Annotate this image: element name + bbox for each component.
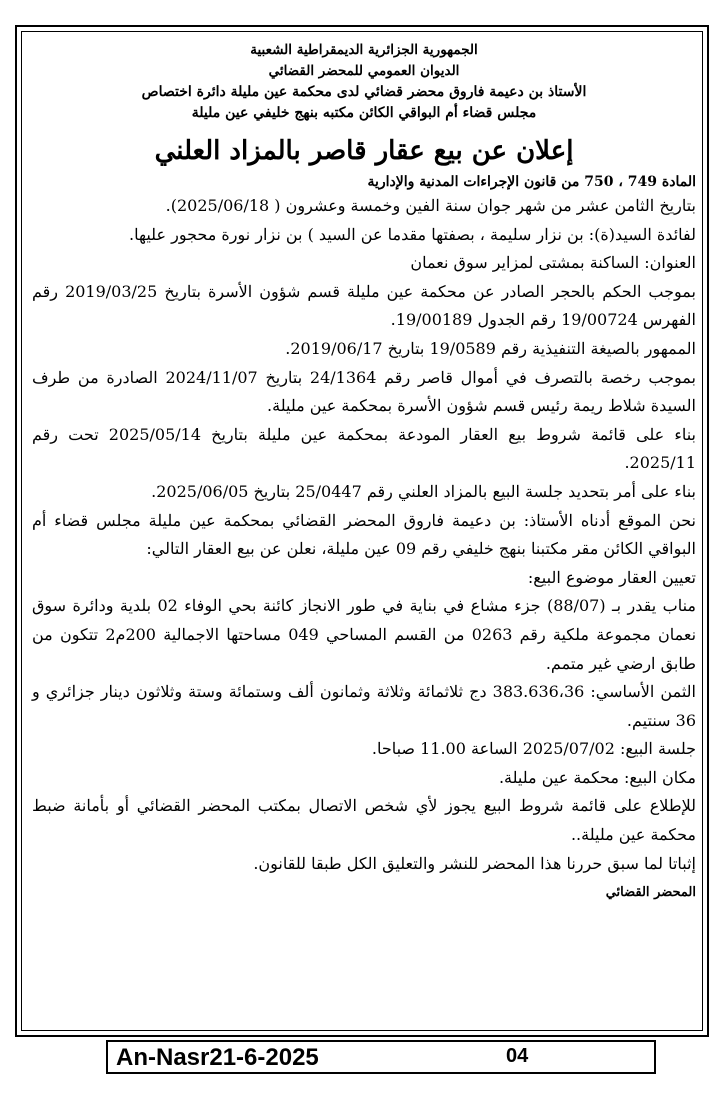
paragraph-order: بناء على أمر بتحديد جلسة البيع بالمزاد العلني رقم 25/0447 بتاريخ 2025/06/05. [151, 481, 696, 501]
announcement-body [32, 192, 696, 878]
paragraph-executory: الممهور بالصيغة التنفيذية رقم 19/0589 بتاريخ 2019/06/17. [285, 338, 696, 358]
announcement [32, 40, 696, 904]
paragraph-contact: للإطلاع على قائمة شروط البيع يجوز لأي شخص الاتصال بمكتب المحضر القضائي أو بأمانة ضبط محكمة عين مليلة.. [32, 796, 696, 845]
page-number: 04 [506, 1045, 529, 1067]
paragraph-permit: بموجب رخصة بالتصرف في أموال قاصر رقم 24/1364 بتاريخ 2024/11/07 الصادرة من طرف السيدة شلاط ريمة رئيس قسم شؤون الأسرة بمحكمة عين مليلة. [32, 367, 696, 416]
paragraph-date: بتاريخ الثامن عشر من شهر جوان سنة الفين وخمسة وعشرون ( 2025/06/18). [165, 196, 696, 215]
paragraph-address: العنوان: الساكنة بمشتى لمزاير سوق نعمان [410, 253, 696, 273]
header-republic: الجمهورية الجزائرية الديمقراطية الشعبية [250, 42, 478, 58]
header-office: الديوان العمومي للمحضر القضائي [268, 63, 460, 79]
footer-source: An-Nasr21-6-2025 [116, 1044, 319, 1071]
signature: المحضر القضائي [605, 885, 696, 901]
header-jurisdiction: مجلس قضاء أم البواقي الكائن مكتبه بنهج خليفي عين مليلة [191, 105, 537, 121]
paragraph-property-heading: تعيين العقار موضوع البيع: [527, 567, 696, 587]
paragraph-place: مكان البيع: محكمة عين مليلة. [498, 767, 696, 787]
paragraph-judgment: بموجب الحكم بالحجر الصادر عن محكمة عين مليلة قسم شؤون الأسرة بتاريخ 2019/03/25 رقم الفهرس 19/00724 رقم الجدول 19/00189. [32, 281, 697, 330]
paragraph-property: مناب يقدر بـ (88/07) جزء مشاع في بناية في طور الانجاز كائنة بحي الوفاء 02 بلدية ودائرة سوق نعمان مجموعة ملكية رقم 0263 من القسم المساحي 049 مساحتها الاجمالية 200م2 تتكون من طابق ارضي غير متمم. [32, 596, 697, 673]
header-bailiff: الأستاذ بن دعيمة فاروق محضر قضائي لدى محكمة عين مليلة دائرة اختصاص [141, 84, 587, 100]
paragraph-session: جلسة البيع: 2025/07/02 الساعة 11.00 صباحا. [371, 739, 696, 759]
paragraph-price: الثمن الأساسي: 383.636،36 دج ثلاثمائة وثلاثة وثمانون ألف وستمائة وستة وثلاثون دينار جزائري و 36 سنتيم. [32, 682, 696, 730]
paragraph-closing: إثباتا لما سبق حررنا هذا المحضر للنشر والتعليق الكل طبقا للقانون. [253, 853, 696, 873]
paragraph-conditions: بناء على قائمة شروط بيع العقار المودعة بمحكمة عين مليلة بتاريخ 2025/05/14 تحت رقم 2025/11. [32, 424, 697, 473]
legal-article: المادة 749 ، 750 من قانون الإجراءات المدنية والإدارية [367, 174, 696, 190]
paragraph-beneficiary: لفائدة السيد(ة): بن نزار سليمة ، بصفتها مقدما عن السيد ) بن نزار نورة محجور عليها. [129, 224, 696, 244]
paragraph-declaration: نحن الموقع أدناه الأستاذ: بن دعيمة فاروق المحضر القضائي بمحكمة عين مليلة مجلس قضاء أم البواقي الكائن مقر مكتبنا بنهج خليفي رقم 09 عين مليلة، نعلن عن بيع العقار التالي: [32, 510, 696, 559]
announcement-title: إعلان عن بيع عقار قاصر بالمزاد العلني [154, 136, 574, 166]
